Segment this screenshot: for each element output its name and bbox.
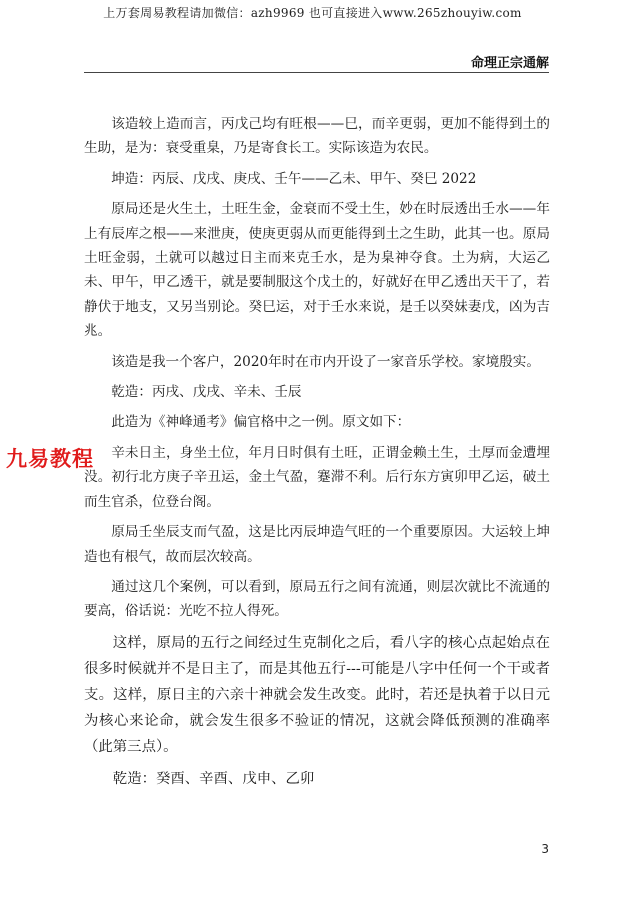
paragraph: 乾造：癸酉、辛酉、戊申、乙卯	[112, 770, 315, 787]
paragraph: 坤造：丙辰、戊戌、庚戌、壬午——乙未、甲午、癸巳 2022	[111, 170, 477, 187]
watermark-logo: 九易教程	[6, 447, 94, 471]
paragraph: 通过这几个案例，可以看到，原局五行之间有流通，则层次就比不流通的要高，俗话说：光吃不拉人得死。	[84, 578, 550, 620]
paragraph: 此造为《神峰通考》偏官格中之一例。原文如下：	[111, 414, 411, 431]
paragraph: 该造是我一个客户，2020年时在市内开设了一家音乐学校。家境殷实。	[111, 353, 540, 370]
paragraph: 辛未日主，身坐土位，年月日时俱有土旺，正谓金赖土生，土厚而金遭埋没。初行北方庚子辛丑运，金土气盈，蹇滞不利。后行东方寅卯甲乙运，破土而生官杀，位登台阁。	[84, 444, 550, 510]
page-body	[84, 112, 550, 798]
paragraph: 原局还是火生土，土旺生金，金衰而不受土生，妙在时辰透出壬水——年上有辰库之根——来泄庚，使庚更弱从而更能得到土之生助，此其一也。原局土旺金弱，土就可以越过日主而来克壬水，是为臬神夺食。土为病，大运乙未、甲午，甲乙透干，就是要制服这个戊土的，好就好在甲乙透出天干了，若静伏于地支，又另当别论。癸巳运，对于壬水来说，是壬以癸妹妻戊，凶为吉兆。	[84, 201, 550, 340]
book-title: 命理正宗通解	[470, 56, 549, 71]
paragraph: 该造较上造而言，丙戊己均有旺根——巳，而辛更弱，更加不能得到土的生助，是为：衰受重臬，乃是寄食长工。实际该造为农民。	[84, 116, 550, 157]
paragraph: 原局壬坐辰支而气盈，这是比丙辰坤造气旺的一个重要原因。大运较上坤造也有根气，故而层次较高。	[84, 524, 550, 565]
header-rule	[84, 72, 549, 73]
paragraph: 这样，原局的五行之间经过生克制化之后，看八字的核心点起始点在很多时候就并不是日主了，而是其他五行---可能是八字中任何一个干或者支。这样，原日主的六亲十神就会发生改变。此时，若还是执着于以日元为核心来论命，就会发生很多不验证的情况，这就会降低预测的准确率（此第三点）。	[84, 634, 550, 755]
paragraph: 乾造：丙戌、戊戌、辛未、壬辰	[111, 384, 302, 401]
top-banner: 上万套周易教程请加微信：azh9969 也可直接进入www.265zhouyiw.com	[103, 6, 522, 20]
page-number: 3	[541, 842, 549, 856]
